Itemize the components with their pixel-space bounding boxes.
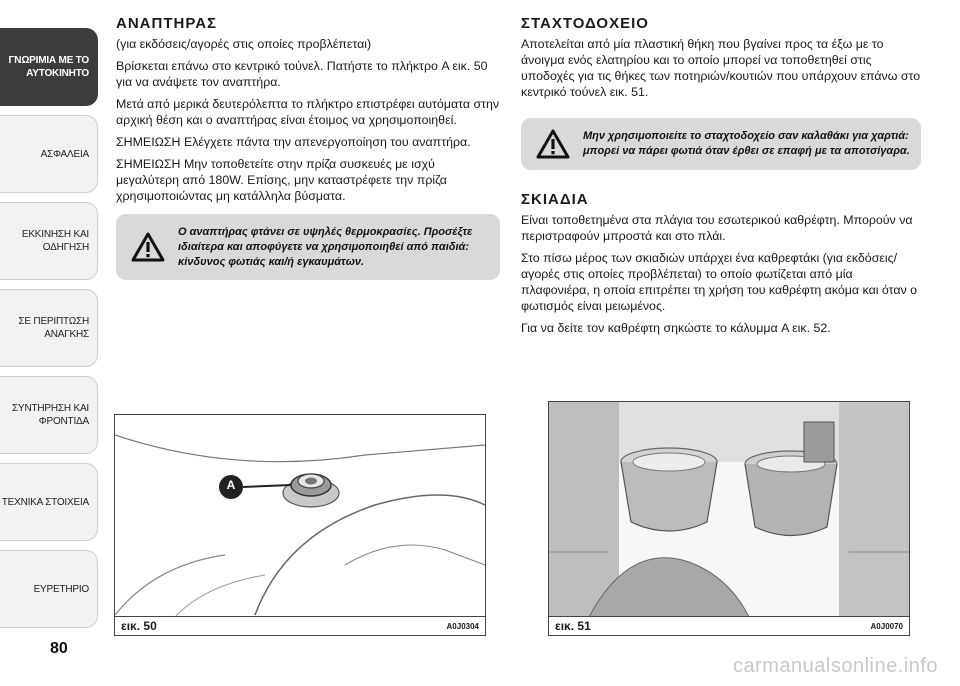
- lighter-note-1: ΣΗΜΕΙΩΣΗ Ελέγχετε πάντα την απενεργοποίηση του αναπτήρα.: [116, 135, 471, 149]
- sunvisors-title: ΣΚΙΑΔΙΑ: [521, 191, 589, 208]
- tab-index[interactable]: ΕΥΡΕΤΗΡΙΟ: [0, 550, 98, 628]
- figure-51: [548, 401, 910, 636]
- ashtray-section: [521, 14, 921, 342]
- lighter-availability: (για εκδόσεις/αγορές στις οποίες προβλέπεται): [116, 37, 372, 51]
- page-number: 80: [50, 640, 68, 657]
- sunvisors-paragraph-3: Για να δείτε τον καθρέφτη σηκώστε το κάλυμμα A εικ. 52.: [521, 321, 831, 335]
- lighter-warning-text: Ο αναπτήρας φτάνει σε υψηλές θερμοκρασίες. Προσέξτε ιδιαίτερα και αποφύγετε να χρησιμοποιηθεί από παιδιά: κίνδυνος φωτιάς και/ή εγκαυμάτων.: [178, 225, 473, 268]
- ashtray-title: ΣΤΑΧΤΟΔΟΧΕΙΟ: [521, 15, 649, 32]
- tab-safety[interactable]: ΑΣΦΑΛΕΙΑ: [0, 115, 98, 193]
- warning-icon: [531, 129, 575, 159]
- figure-50: [114, 414, 486, 636]
- sunvisors-paragraph-2: Στο πίσω μέρος των σκιαδιών υπάρχει ένα καθρεφτάκι (για εκδόσεις/αγορές στις οποίες προβλέπεται) το οποίο φωτίζεται από μία πλαφονιέρα, η οποία επιτρέπει τη χρήση του καθρέφτη ακόμα και όταν ο φωτισμός είναι μειωμένος.: [521, 251, 918, 313]
- ashtray-warning-box: [521, 118, 921, 170]
- ashtray-warning-text: Μην χρησιμοποιείτε το σταχτοδοχείο σαν καλαθάκι για χαρτιά: μπορεί να πάρει φωτιά όταν έρθει σε επαφή με τα αποτσίγαρα.: [583, 130, 910, 157]
- figure-50-label: εικ. 50: [121, 619, 157, 633]
- lighter-location: Βρίσκεται επάνω στο κεντρικό τούνελ. Πατήστε το πλήκτρο A εικ. 50 για να ανάψετε τον αναπτήρα.: [116, 59, 488, 89]
- watermark: carmanualsonline.info: [732, 655, 938, 677]
- warning-icon: [126, 232, 170, 262]
- ashtray-illustration: [549, 402, 909, 617]
- figure-51-label: εικ. 51: [555, 619, 591, 633]
- lighter-illustration: [115, 415, 485, 617]
- figure-50-caption: [115, 616, 485, 635]
- tab-technical-data[interactable]: ΤΕΧΝΙΚΑ ΣΤΟΙΧΕΙΑ: [0, 463, 98, 541]
- ashtray-description: Αποτελείται από μία πλαστική θήκη που βγαίνει προς τα έξω με το άνοιγμα ενός ελατηρίου και το οποίο μπορεί να τοποθετηθεί στις υποδοχές για τις θήκες των ποτηριών/κουτιών που υπάρχουν επάνω στο κεντρικό τούνελ εικ. 51.: [521, 37, 921, 99]
- tab-maintenance[interactable]: ΣΥΝΤΗΡΗΣΗ ΚΑΙ ΦΡΟΝΤΙΔΑ: [0, 376, 98, 454]
- marker-a-label: A: [226, 478, 236, 492]
- sunvisors-paragraph-1: Είναι τοποθετημένα στα πλάγια του εσωτερικού καθρέφτη. Μπορούν να περιστραφούν μπροστά και στο πλάι.: [521, 213, 913, 243]
- tab-starting-driving[interactable]: ΕΚΚΙΝΗΣΗ ΚΑΙ ΟΔΗΓΗΣΗ: [0, 202, 98, 280]
- figure-51-caption: [549, 616, 909, 635]
- lighter-operation: Μετά από μερικά δευτερόλεπτα το πλήκτρο επιστρέφει αυτόματα στην αρχική θέση και ο αναπτήρας είναι έτοιμος να χρησιμοποιηθεί.: [116, 97, 500, 127]
- figure-50-code: A0J0304: [446, 621, 479, 631]
- lighter-warning-box: [116, 214, 500, 280]
- tab-emergency[interactable]: ΣΕ ΠΕΡΙΠΤΩΣΗ ΑΝΑΓΚΗΣ: [0, 289, 98, 367]
- lighter-note-2: ΣΗΜΕΙΩΣΗ Μην τοποθετείτε στην πρίζα συσκευές με ισχύ μεγαλύτερη από 180W. Επίσης, μην καταστρέφετε την πρίζα χρησιμοποιώντας μη κατάλληλα βύσματα.: [116, 157, 447, 203]
- lighter-title: ΑΝΑΠΤΗΡΑΣ: [116, 15, 218, 32]
- tab-getting-to-know-car[interactable]: ΓΝΩΡΙΜΙΑ ΜΕ ΤΟ ΑΥΤΟΚΙΝΗΤΟ: [0, 28, 98, 106]
- figure-51-code: A0J0070: [870, 621, 903, 631]
- lighter-section: [116, 14, 500, 292]
